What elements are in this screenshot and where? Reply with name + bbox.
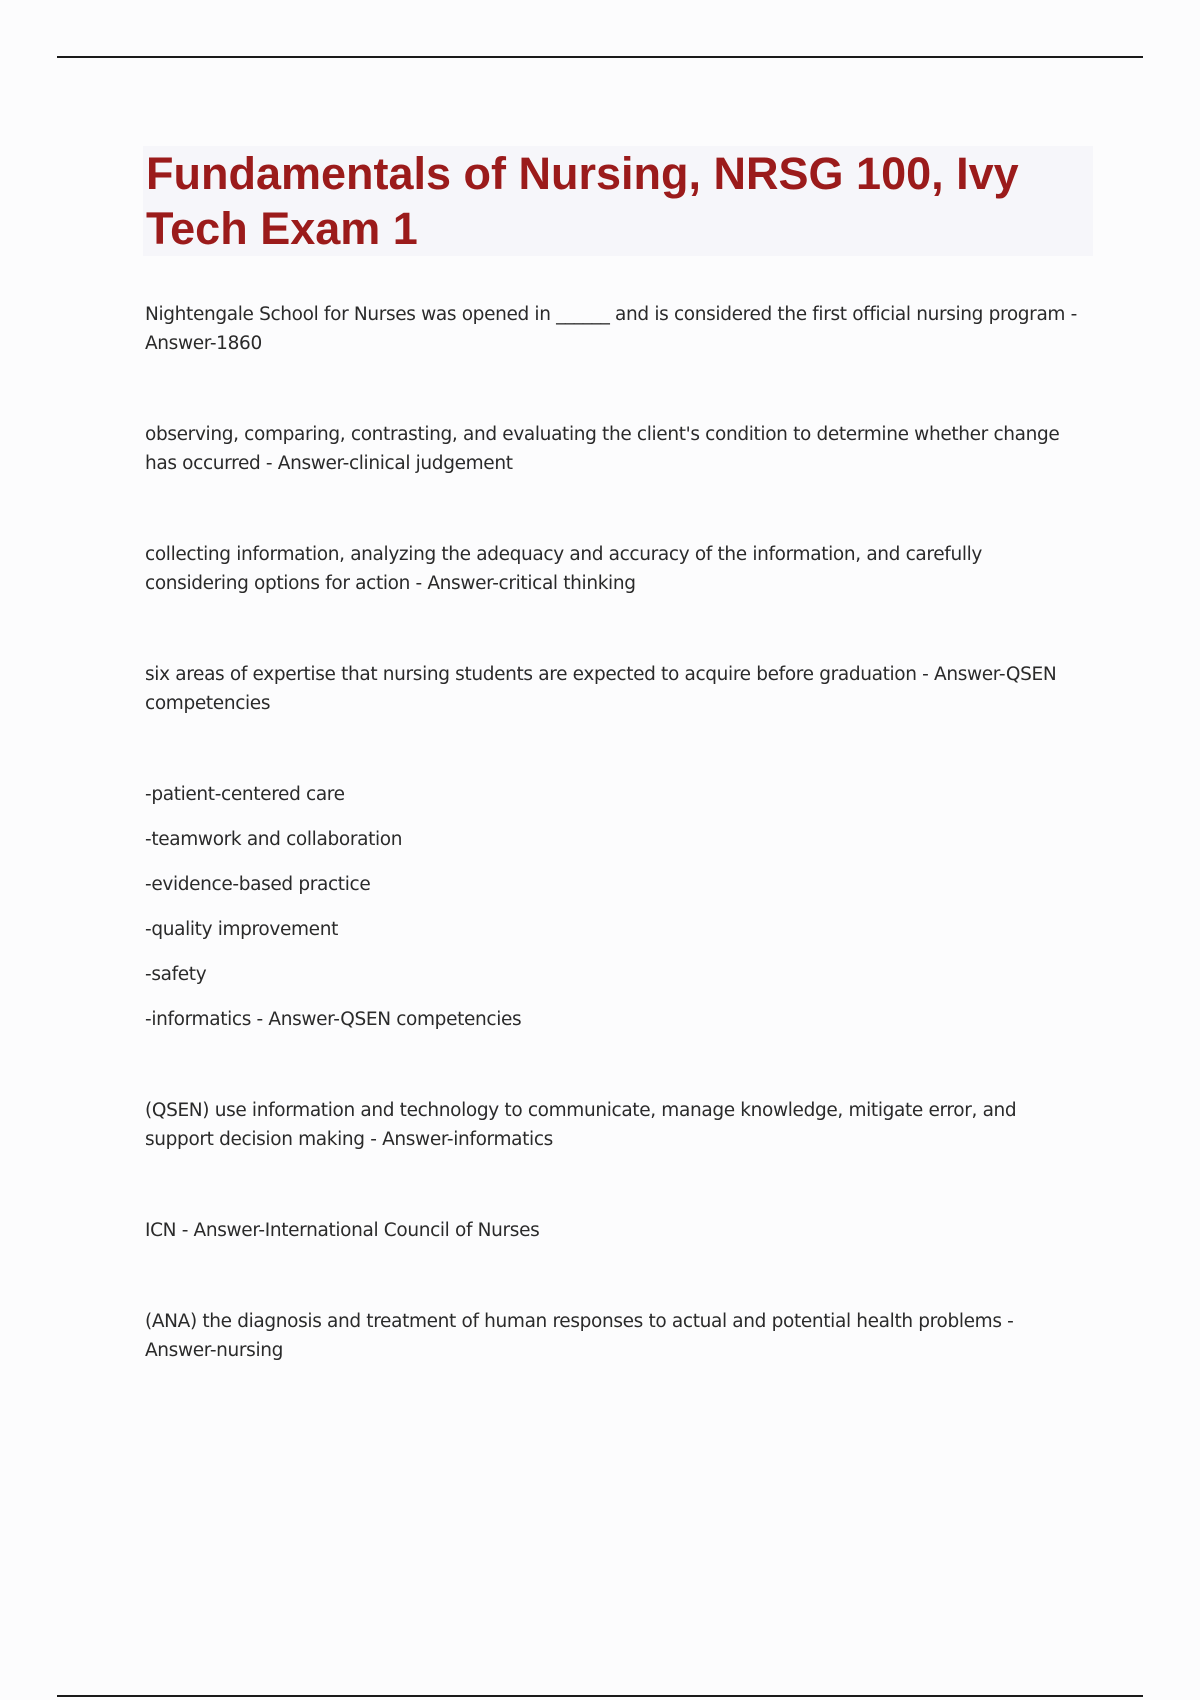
list-item-patient-centered-care: -patient-centered care — [145, 784, 345, 805]
top-rule — [57, 56, 1143, 58]
title-block — [143, 146, 1093, 256]
qa-entry-clinical-judgement: observing, comparing, contrasting, and evaluating the client's condition to determine whether change has occurred - Answer-clinical judgement — [145, 424, 1060, 474]
list-item-quality-improvement: -quality improvement — [145, 919, 338, 940]
document-body — [145, 300, 1090, 1427]
qa-entry-nightingale: Nightengale School for Nurses was opened in ______ and is considered the first official nursing program - Answer-1860 — [145, 304, 1077, 354]
list-item-teamwork: -teamwork and collaboration — [145, 829, 403, 850]
qa-entry-qsen-areas: six areas of expertise that nursing students are expected to acquire before graduation - Answer-QSEN competencies — [145, 664, 1057, 714]
list-item-informatics: -informatics - Answer-QSEN competencies — [145, 1009, 522, 1030]
document-title: Fundamentals of Nursing, NRSG 100, Ivy Tech Exam 1 — [146, 148, 1019, 254]
qa-entry-informatics: (QSEN) use information and technology to communicate, manage knowledge, mitigate error, and support decision making - Answer-informatics — [145, 1100, 1017, 1150]
list-item-safety: -safety — [145, 964, 207, 985]
qa-entry-ana-nursing: (ANA) the diagnosis and treatment of human responses to actual and potential health problems - Answer-nursing — [145, 1311, 1014, 1361]
bottom-rule — [57, 1695, 1143, 1697]
qa-entry-critical-thinking: collecting information, analyzing the adequacy and accuracy of the information, and carefully considering options for action - Answer-critical thinking — [145, 544, 983, 594]
list-item-evidence-based-practice: -evidence-based practice — [145, 874, 371, 895]
qa-entry-icn: ICN - Answer-International Council of Nurses — [145, 1220, 540, 1241]
